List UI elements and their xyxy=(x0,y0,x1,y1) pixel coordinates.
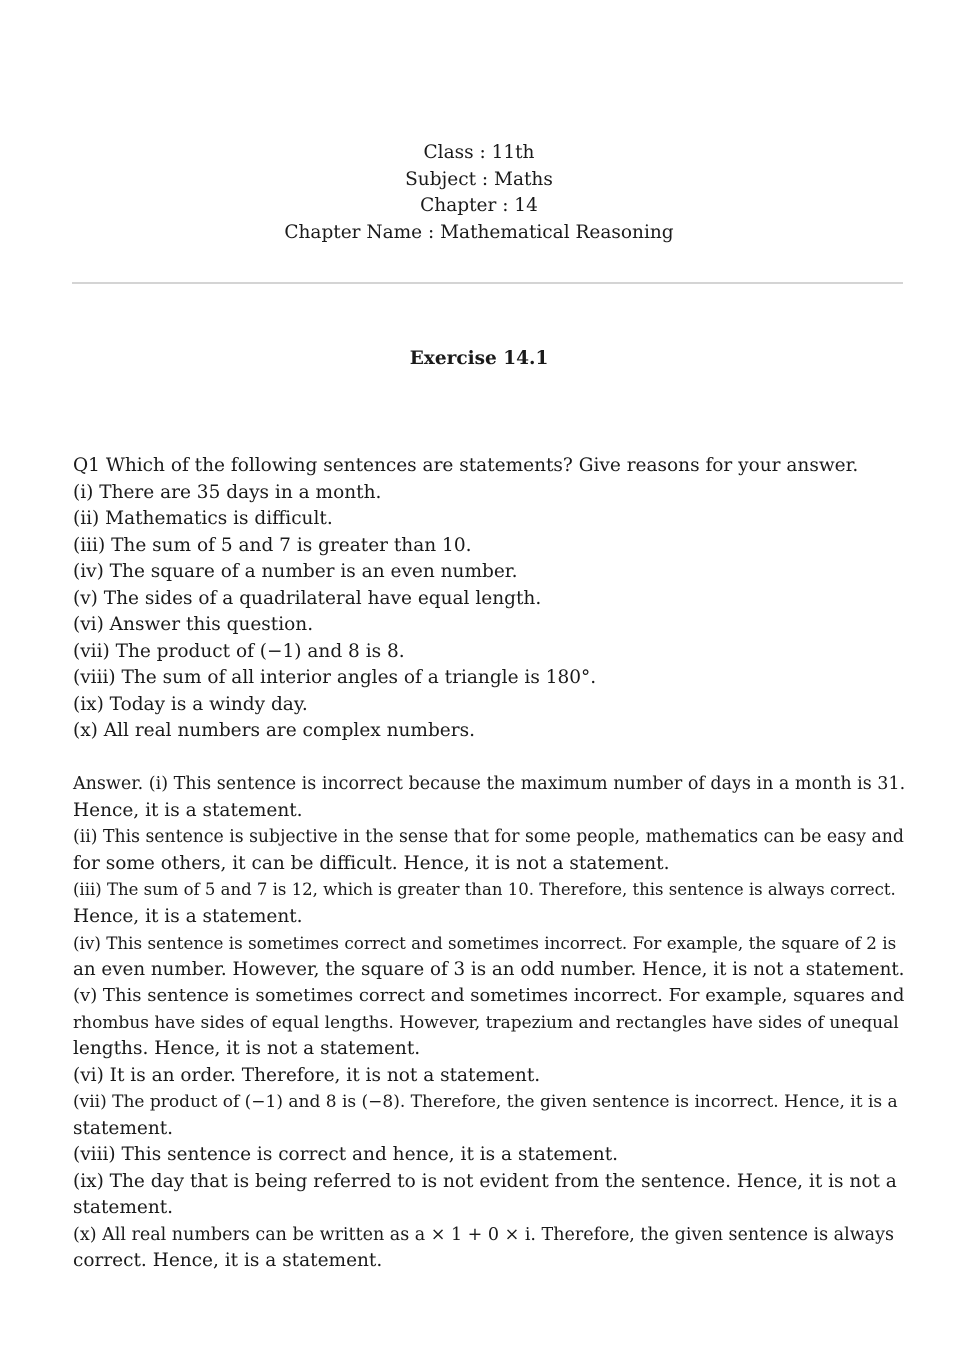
class-line: Class : 11th xyxy=(423,142,535,163)
answer-line: (x) All real numbers can be written as a × 1 + 0 × i. Therefore, the given sentence is always xyxy=(73,1224,894,1245)
question-answer-body xyxy=(73,453,905,1275)
subject-line: Subject : Maths xyxy=(405,168,553,190)
answer-line: (ix) The day that is being referred to is not evident from the sentence. Hence, it is not a xyxy=(73,1170,897,1192)
question-item: (ii) Mathematics is difficult. xyxy=(73,508,333,529)
question-item: (x) All real numbers are complex numbers. xyxy=(73,720,475,741)
question-item: (iii) The sum of 5 and 7 is greater than 10. xyxy=(73,534,472,556)
question-item: (ix) Today is a windy day. xyxy=(73,693,308,715)
answer-line: (v) This sentence is sometimes correct and sometimes incorrect. For example, squares and xyxy=(73,985,905,1006)
answer-line: for some others, it can be difficult. Hence, it is not a statement. xyxy=(73,852,670,874)
document-header xyxy=(0,140,958,246)
answer-line: correct. Hence, it is a statement. xyxy=(73,1250,383,1271)
question-item: (i) There are 35 days in a month. xyxy=(73,481,382,503)
question-item: (v) The sides of a quadrilateral have equal length. xyxy=(73,587,542,609)
answer-line: (viii) This sentence is correct and hence, it is a statement. xyxy=(73,1144,619,1165)
chapter-line: Chapter : 14 xyxy=(420,195,538,216)
answer-line: (vii) The product of (−1) and 8 is (−8). Therefore, the given sentence is incorrect. Hence, it is a xyxy=(73,1092,898,1112)
answer-line: (ii) This sentence is subjective in the sense that for some people, mathematics can be easy and xyxy=(73,827,904,847)
header-divider xyxy=(72,282,903,284)
question-item: (vii) The product of (−1) and 8 is 8. xyxy=(73,640,405,662)
exercise-title: Exercise 14.1 xyxy=(409,348,549,369)
answer-line: statement. xyxy=(73,1117,174,1139)
answer-line: (iv) This sentence is sometimes correct and sometimes incorrect. For example, the square of 2 is xyxy=(73,933,897,953)
chapter-name-line: Chapter Name : Mathematical Reasoning xyxy=(284,221,674,243)
question-item: (iv) The square of a number is an even number. xyxy=(73,561,518,582)
question-item: (vi) Answer this question. xyxy=(73,614,314,635)
paragraph-gap xyxy=(73,745,905,772)
answer-line: (iii) The sum of 5 and 7 is 12, which is greater than 10. Therefore, this sentence is always correct. xyxy=(73,880,896,899)
answer-line: Hence, it is a statement. xyxy=(73,905,303,927)
answer-line: Answer. (i) This sentence is incorrect because the maximum number of days in a month is 31. xyxy=(73,774,906,794)
answer-line: lengths. Hence, it is not a statement. xyxy=(73,1038,421,1059)
question-prompt: Q1 Which of the following sentences are statements? Give reasons for your answer. xyxy=(73,455,859,476)
answer-line: an even number. However, the square of 3 is an odd number. Hence, it is not a statement. xyxy=(73,958,905,980)
question-item: (viii) The sum of all interior angles of a triangle is 180°. xyxy=(73,667,597,688)
answer-line: statement. xyxy=(73,1197,174,1218)
answer-line: (vi) It is an order. Therefore, it is not a statement. xyxy=(73,1064,541,1086)
answer-line: rhombus have sides of equal lengths. However, trapezium and rectangles have sides of unequal xyxy=(73,1012,899,1033)
answer-line: Hence, it is a statement. xyxy=(73,799,303,821)
